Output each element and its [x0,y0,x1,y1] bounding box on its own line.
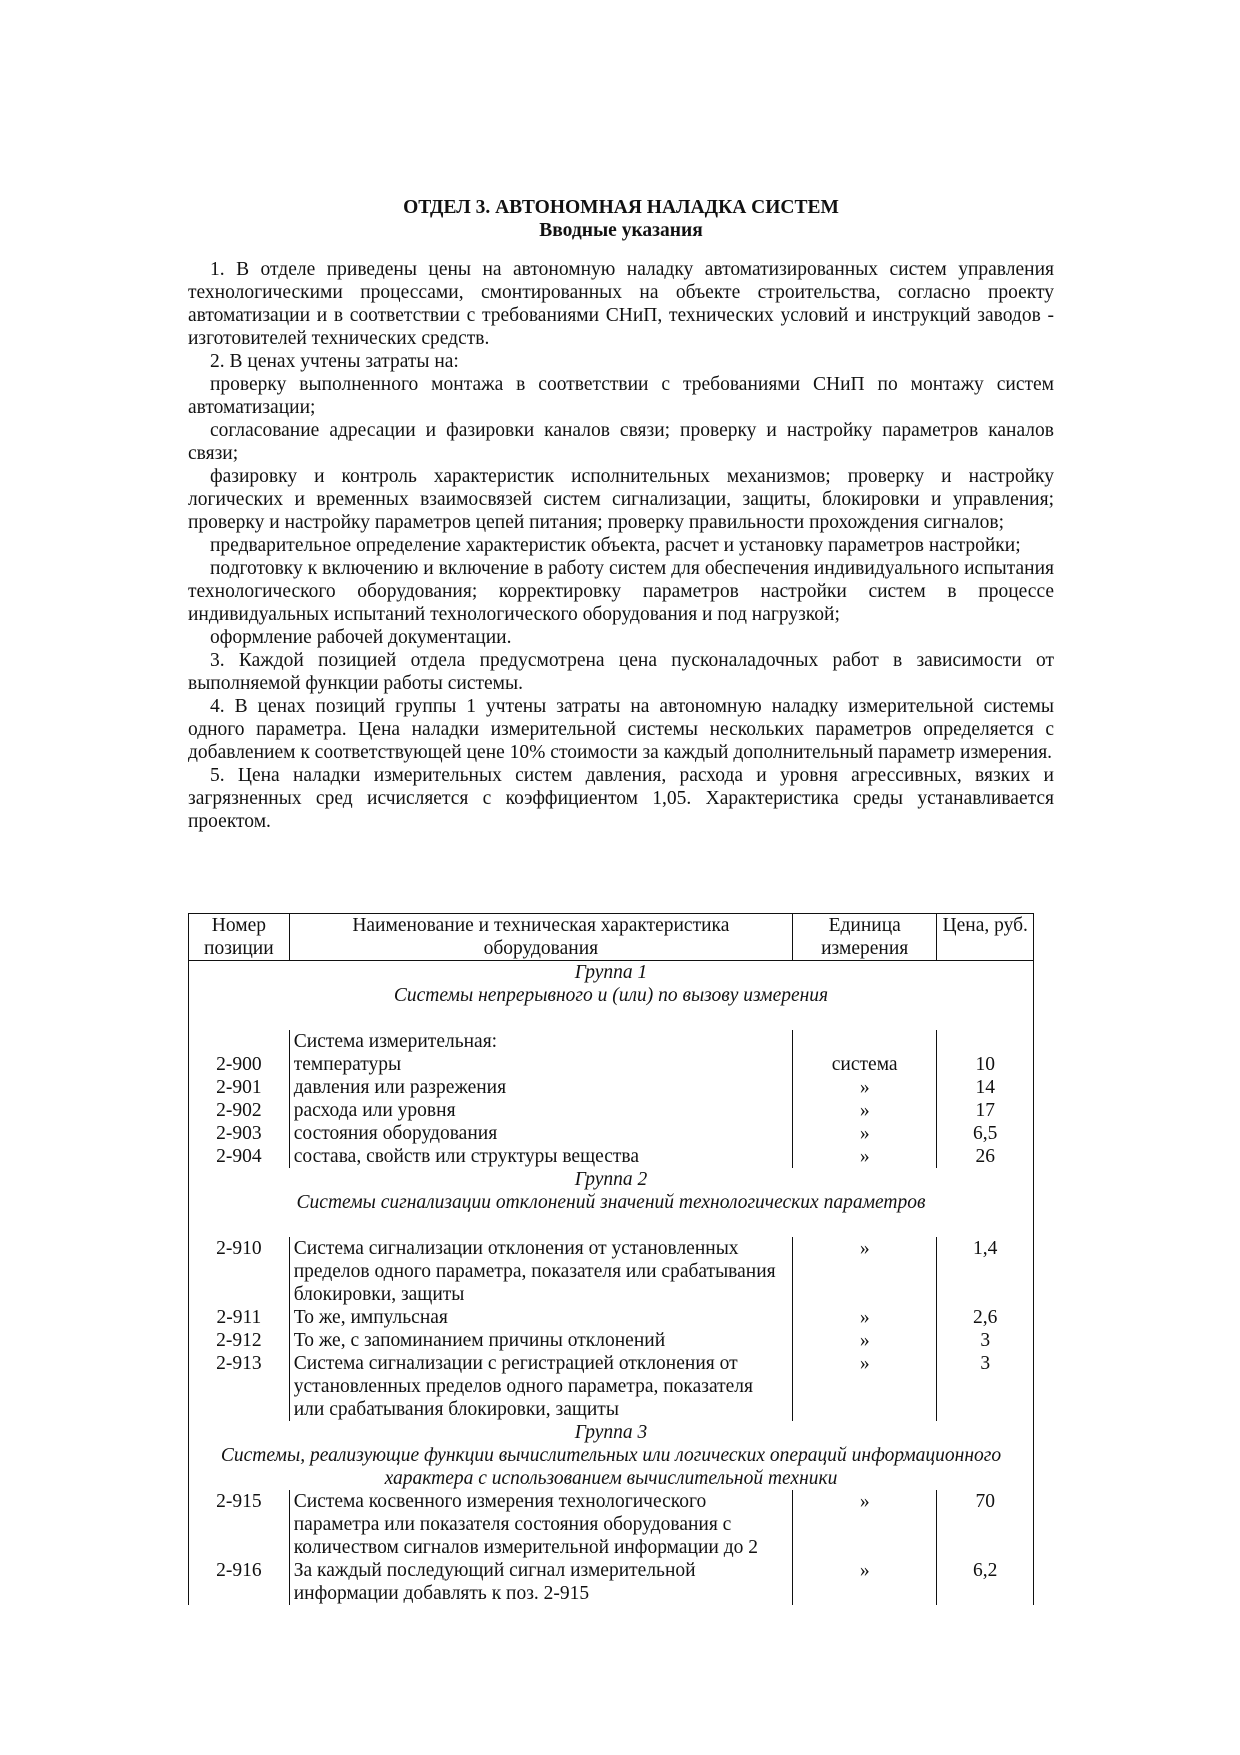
table-row [189,1329,1034,1352]
group-caption-row [189,1191,1034,1214]
cell-name: состояния оборудования [289,1122,792,1145]
cell-unit: система [792,1053,936,1076]
price-table [188,913,1034,1605]
cell-name: Система косвенного измерения технологического параметра или показателя состояния оборудования с количеством сигналов измерительной информации до 2 [289,1490,792,1559]
section-subtitle: Вводные указания [539,220,703,241]
cell-position: 2-900 [189,1053,290,1076]
cell-position: 2-916 [189,1559,290,1605]
cell-position: 2-912 [189,1329,290,1352]
table-row [189,1306,1034,1329]
cell-position: 2-904 [189,1145,290,1168]
header-unit: Единица измерения [792,914,936,961]
cell-position: 2-915 [189,1490,290,1559]
table-row [189,1122,1034,1145]
cell-position: 2-911 [189,1306,290,1329]
cell-name: температуры [289,1053,792,1076]
table-row [189,1053,1034,1076]
table-row [189,1030,1034,1053]
cell-position: 2-902 [189,1099,290,1122]
table-row [189,1145,1034,1168]
paragraph: подготовку к включению и включение в работу систем для обеспечения индивидуального испытания технологического оборудования; корректировку параметров настройки систем в процессе индивидуальных испытаний технологического оборудования и под нагрузкой; [188,558,1054,625]
paragraph: проверку выполненного монтажа в соответствии с требованиями СНиП по монтажу систем автоматизации; [188,374,1054,418]
cell-position: 2-903 [189,1122,290,1145]
table-row [189,1237,1034,1306]
cell-unit: » [792,1237,936,1306]
table-row [189,1559,1034,1605]
table-row [189,1076,1034,1099]
cell-price: 10 [937,1053,1034,1076]
cell-unit: » [792,1145,936,1168]
group-caption-row [189,1444,1034,1490]
group-label-row [189,1421,1034,1444]
table-row [189,1490,1034,1559]
cell-price: 26 [937,1145,1034,1168]
cell-unit: » [792,1329,936,1352]
cell-name: давления или разрежения [289,1076,792,1099]
cell-price: 14 [937,1076,1034,1099]
cell-price: 3 [937,1352,1034,1421]
cell-position: 2-913 [189,1352,290,1421]
group-label: Группа 1 [189,961,1034,985]
group-caption: Системы, реализующие функции вычислительных или логических операций информационного характера с использованием вычислительной техники [189,1444,1034,1490]
paragraph: согласование адресации и фазировки каналов связи; проверку и настройку параметров каналов связи; [188,420,1054,464]
cell-name: состава, свойств или структуры вещества [289,1145,792,1168]
header-name: Наименование и техническая характеристика оборудования [289,914,792,961]
paragraph: 1. В отделе приведены цены на автономную наладку автоматизированных систем управления технологическими процессами, смонтированных на объекте строительства, согласно проекту автоматизации и в соответствии с требованиями СНиП, технических условий и инструкций заводов - изготовителей технических средств. [188,259,1054,349]
spacer-row [189,1007,1034,1030]
paragraph: оформление рабочей документации. [210,627,512,648]
group-label-row [189,961,1034,985]
cell-price: 1,4 [937,1237,1034,1306]
table-header-row [189,914,1034,961]
paragraph: 3. Каждой позицией отдела предусмотрена цена пусконаладочных работ в зависимости от выполняемой функции работы системы. [188,650,1054,694]
cell-price: 6,2 [937,1559,1034,1605]
cell-name: То же, с запоминанием причины отклонений [289,1329,792,1352]
paragraph: предварительное определение характеристик объекта, расчет и установку параметров настройки; [210,535,1021,556]
cell-position: 2-910 [189,1237,290,1306]
cell-unit: » [792,1352,936,1421]
header-position: Номер позиции [189,914,290,961]
section-title: ОТДЕЛ 3. АВТОНОМНАЯ НАЛАДКА СИСТЕМ [403,197,839,218]
paragraph: фазировку и контроль характеристик исполнительных механизмов; проверку и настройку логических и временных взаимосвязей систем сигнализации, защиты, блокировки и управления; проверку и настройку параметров цепей питания; проверку правильности прохождения сигналов; [188,466,1054,533]
cell-unit: » [792,1559,936,1605]
row-intro: Система измерительная: [289,1030,792,1053]
group-label: Группа 2 [189,1168,1034,1191]
cell-price: 6,5 [937,1122,1034,1145]
group-label: Группа 3 [189,1421,1034,1444]
paragraph: 5. Цена наладки измерительных систем давления, расхода и уровня агрессивных, вязких и загрязненных сред исчисляется с коэффициентом 1,05. Характеристика среды устанавливается проектом. [188,765,1054,832]
cell-name: Система сигнализации отклонения от установленных пределов одного параметра, показателя или срабатывания блокировки, защиты [289,1237,792,1306]
group-caption: Системы сигнализации отклонений значений технологических параметров [189,1191,1034,1214]
cell-name: То же, импульсная [289,1306,792,1329]
cell-name: Система сигнализации с регистрацией отклонения от установленных пределов одного параметра, показателя или срабатывания блокировки, защиты [289,1352,792,1421]
cell-price: 17 [937,1099,1034,1122]
group-label-row [189,1168,1034,1191]
cell-name: расхода или уровня [289,1099,792,1122]
cell-unit: » [792,1076,936,1099]
cell-price: 3 [937,1329,1034,1352]
group-caption: Системы непрерывного и (или) по вызову измерения [189,984,1034,1007]
cell-unit: » [792,1490,936,1559]
cell-unit: » [792,1122,936,1145]
cell-position: 2-901 [189,1076,290,1099]
paragraph: 2. В ценах учтены затраты на: [210,351,459,372]
header-price: Цена, руб. [937,914,1034,961]
paragraph: 4. В ценах позиций группы 1 учтены затраты на автономную наладку измерительной системы одного параметра. Цена наладки измерительной системы нескольких параметров определяется с добавлением к соответствующей цене 10% стоимости за каждый дополнительный параметр измерения. [188,696,1054,763]
document-page [188,196,1054,833]
cell-unit: » [792,1099,936,1122]
cell-price: 70 [937,1490,1034,1559]
cell-price: 2,6 [937,1306,1034,1329]
cell-name: За каждый последующий сигнал измерительной информации добавлять к поз. 2-915 [289,1559,792,1605]
table-row [189,1099,1034,1122]
table-row [189,1352,1034,1421]
group-caption-row [189,984,1034,1007]
spacer-row [189,1214,1034,1237]
cell-unit: » [792,1306,936,1329]
